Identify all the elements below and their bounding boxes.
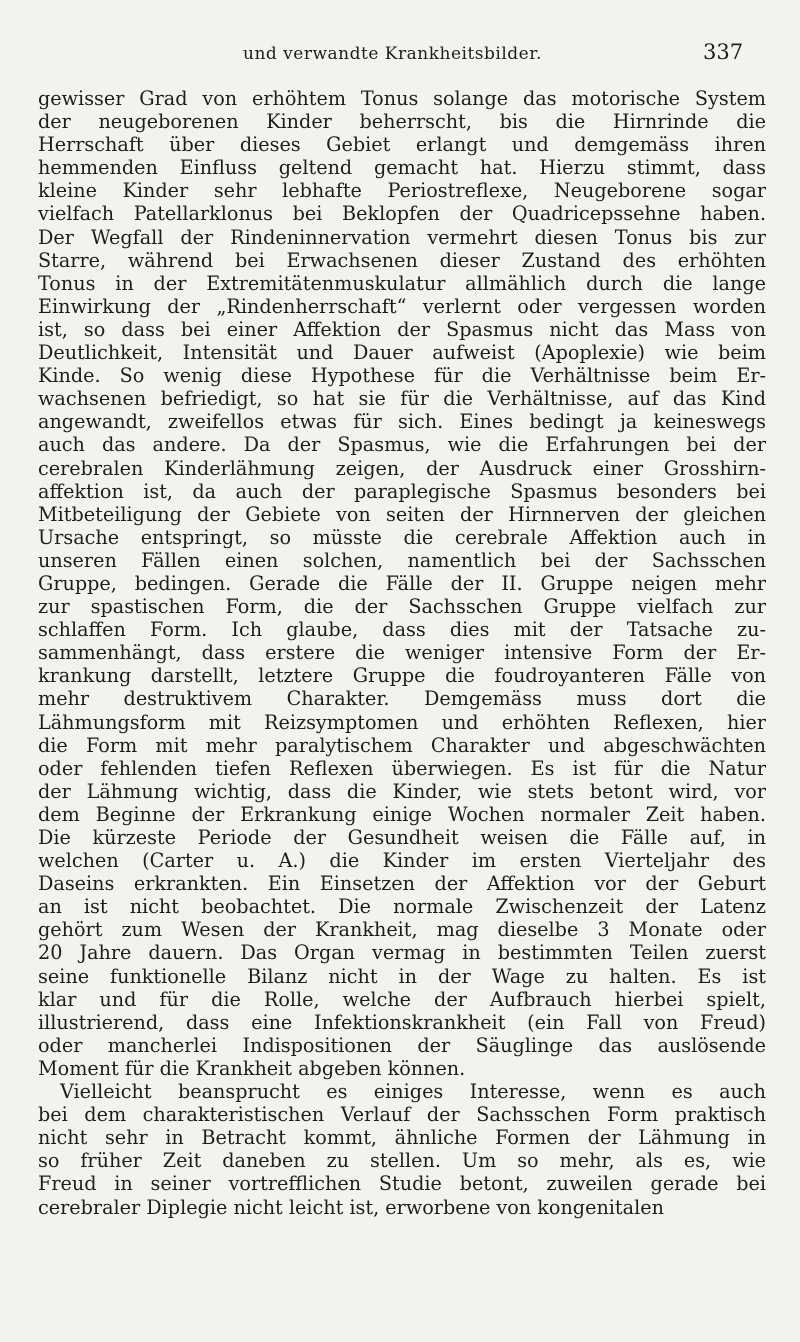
text-line: cerebraler Diplegie nicht leicht ist, erworbene von kongenitalen bbox=[38, 1195, 664, 1219]
text-line: Einwirkung der „Rindenherrschaft“ verlernt oder vergessen worden bbox=[38, 294, 766, 318]
paragraph bbox=[38, 1080, 766, 1219]
text-line: Gruppe, bedingen. Gerade die Fälle der II. Gruppe neigen mehr bbox=[38, 571, 766, 595]
text-line: kleine Kinder sehr lebhafte Periostreflexe, Neugeborene sogar bbox=[38, 179, 766, 203]
text-line: cerebralen Kinderlähmung zeigen, der Ausdruck einer Grosshirn- bbox=[38, 456, 766, 480]
text-line: sammenhängt, dass erstere die weniger intensive Form der Er- bbox=[38, 641, 766, 665]
text-line: gewisser Grad von erhöhtem Tonus solange das motorische System bbox=[38, 87, 766, 110]
text-line: angewandt, zweifellos etwas für sich. Eines bedingt ja keineswegs bbox=[38, 410, 766, 434]
text-line: Herrschaft über dieses Gebiet erlangt und demgemäss ihren bbox=[38, 133, 766, 157]
text-line: nicht sehr in Betracht kommt, ähnliche Formen der Lähmung in bbox=[38, 1126, 766, 1150]
text-line: illustrierend, dass eine Infektionskrankheit (ein Fall von Freud) bbox=[38, 1010, 766, 1034]
text-line: Moment für die Krankheit abgeben können. bbox=[38, 1056, 466, 1080]
paragraph bbox=[38, 87, 766, 1080]
text-line: der Lähmung wichtig, dass die Kinder, wie stets betont wird, vor bbox=[38, 779, 766, 803]
body-text bbox=[38, 87, 766, 1219]
text-line: auch das andere. Da der Spasmus, wie die Erfahrungen bei der bbox=[38, 433, 766, 457]
text-line: oder mancherlei Indispositionen der Säuglinge das auslösende bbox=[38, 1033, 766, 1057]
text-line: 20 Jahre dauern. Das Organ vermag in bestimmten Teilen zuerst bbox=[38, 941, 766, 965]
text-line: so früher Zeit daneben zu stellen. Um so mehr, als es, wie bbox=[38, 1149, 766, 1173]
text-line: Freud in seiner vortrefflichen Studie betont, zuweilen gerade bei bbox=[38, 1172, 766, 1196]
text-line: Kinde. So wenig diese Hypothese für die Verhältnisse beim Er- bbox=[38, 364, 766, 388]
text-line: Mitbeteiligung der Gebiete von seiten der Hirnnerven der gleichen bbox=[38, 502, 766, 526]
text-line: Tonus in der Extremitätenmuskulatur allmählich durch die lange bbox=[38, 271, 766, 295]
running-head bbox=[0, 40, 800, 70]
page-number: 337 bbox=[703, 40, 744, 64]
text-line: Ursache entspringt, so müsste die cerebrale Affektion auch in bbox=[38, 525, 766, 549]
text-line: vielfach Patellarklonus bei Beklopfen der Quadricepssehne haben. bbox=[38, 202, 766, 226]
text-line: Deutlichkeit, Intensität und Dauer aufweist (Apoplexie) wie beim bbox=[38, 341, 766, 365]
text-line: mehr destruktivem Charakter. Demgemäss muss dort die bbox=[38, 687, 766, 711]
text-line: klar und für die Rolle, welche der Aufbrauch hierbei spielt, bbox=[38, 987, 766, 1011]
text-line: dem Beginne der Erkrankung einige Wochen normaler Zeit haben. bbox=[38, 802, 766, 826]
text-line: hemmenden Einfluss geltend gemacht hat. Hierzu stimmt, dass bbox=[38, 156, 766, 180]
text-line: die Form mit mehr paralytischem Charakter und abgeschwächten bbox=[38, 733, 766, 757]
text-line: affektion ist, da auch der paraplegische Spasmus besonders bei bbox=[38, 479, 766, 503]
text-line: schlaffen Form. Ich glaube, dass dies mit der Tatsache zu- bbox=[38, 618, 766, 642]
text-line: zur spastischen Form, die der Sachsschen Gruppe vielfach zur bbox=[38, 595, 766, 619]
text-line: Lähmungsform mit Reizsymptomen und erhöhten Reflexen, hier bbox=[38, 710, 766, 734]
text-line: welchen (Carter u. A.) die Kinder im ersten Vierteljahr des bbox=[38, 849, 766, 873]
text-line: unseren Fällen einen solchen, namentlich bei der Sachsschen bbox=[38, 548, 766, 572]
text-line: Starre, während bei Erwachsenen dieser Zustand des erhöhten bbox=[38, 248, 766, 272]
text-line: wachsenen befriedigt, so hat sie für die Verhältnisse, auf das Kind bbox=[38, 387, 766, 411]
text-line: krankung darstellt, letztere Gruppe die foudroyanteren Fälle von bbox=[38, 664, 766, 688]
text-line: Die kürzeste Periode der Gesundheit weisen die Fälle auf, in bbox=[38, 826, 766, 849]
running-title: und verwandte Krankheitsbilder. bbox=[243, 44, 542, 64]
text-line: Der Wegfall der Rindeninnervation vermehrt diesen Tonus bis zur bbox=[38, 225, 766, 249]
text-line: der neugeborenen Kinder beherrscht, bis die Hirnrinde die bbox=[38, 110, 766, 134]
text-line: an ist nicht beobachtet. Die normale Zwischenzeit der Latenz bbox=[38, 895, 766, 919]
text-line: oder fehlenden tiefen Reflexen überwiegen. Es ist für die Natur bbox=[38, 756, 766, 780]
text-line: Daseins erkrankten. Ein Einsetzen der Affektion vor der Geburt bbox=[38, 872, 766, 896]
text-line: ist, so dass bei einer Affektion der Spasmus nicht das Mass von bbox=[38, 317, 766, 341]
text-line: gehört zum Wesen der Krankheit, mag dieselbe 3 Monate oder bbox=[38, 918, 766, 942]
text-line: seine funktionelle Bilanz nicht in der Wage zu halten. Es ist bbox=[38, 964, 766, 988]
text-line: bei dem charakteristischen Verlauf der Sachsschen Form praktisch bbox=[38, 1103, 766, 1127]
text-line: Vielleicht beansprucht es einiges Interesse, wenn es auch bbox=[60, 1080, 766, 1104]
